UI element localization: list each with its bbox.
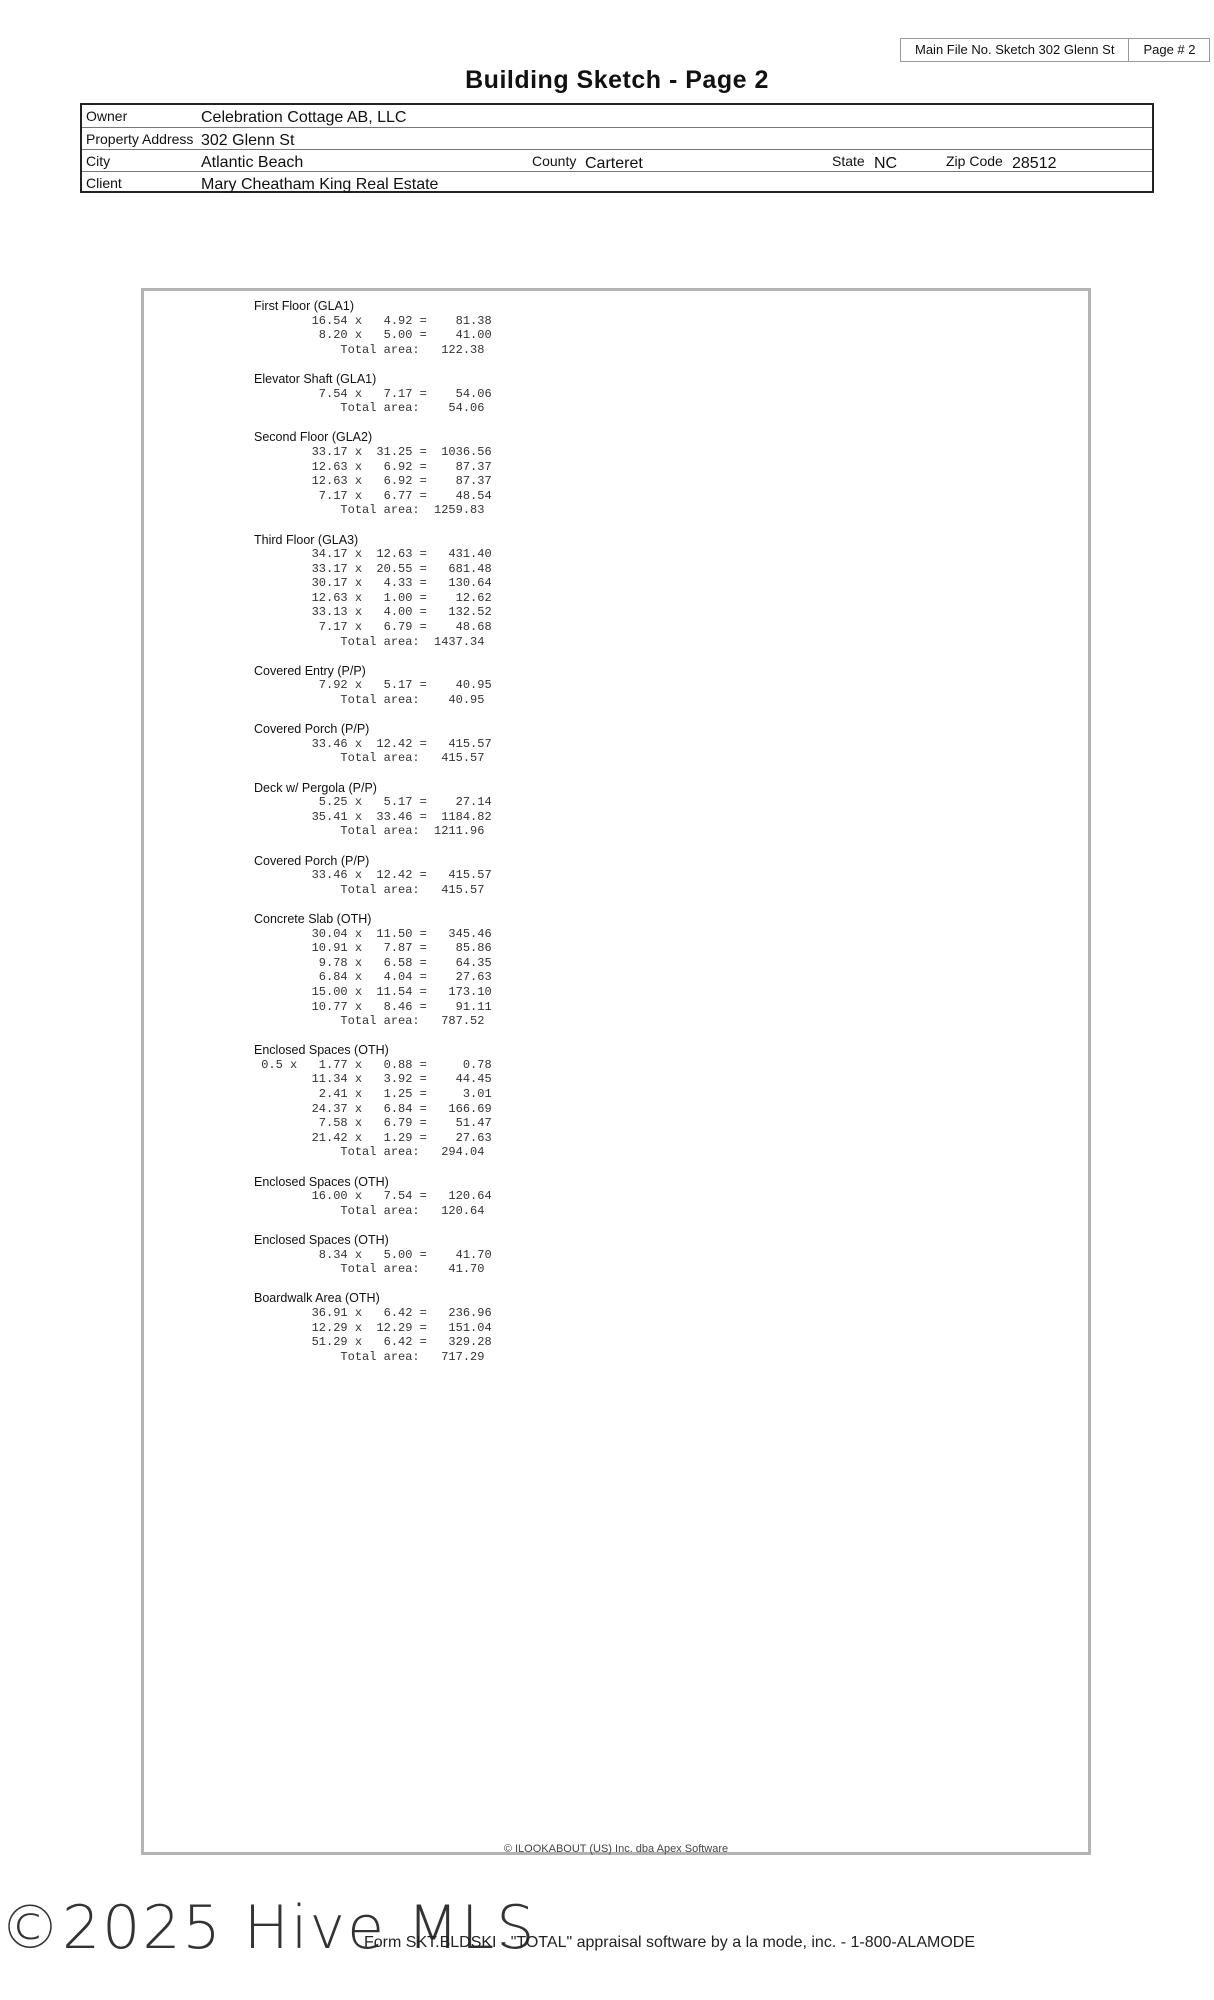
county-label: County [532, 153, 577, 169]
area-calc-line: 16.00 x 7.54 = 120.64 [254, 1189, 492, 1204]
area-section-title: Enclosed Spaces (OTH) [254, 1233, 389, 1247]
watermark: ©2025 Hive MLS [0, 1893, 537, 1963]
form-footer: Form SKT.BLDSKI - "TOTAL" appraisal software by a la mode, inc. - 1-800-ALAMODE [364, 1934, 975, 1951]
zip-value: 28512 [1012, 155, 1057, 172]
owner-row [82, 105, 1152, 127]
area-calc-line: 30.17 x 4.33 = 130.64 [254, 576, 492, 591]
area-calc-line: 33.17 x 20.55 = 681.48 [254, 561, 492, 576]
software-copyright: © ILOOKABOUT (US) Inc. dba Apex Software [503, 1843, 729, 1855]
area-calc-line: 33.46 x 12.42 = 415.57 [254, 736, 492, 751]
area-calc-line: 12.63 x 6.92 = 87.37 [254, 474, 492, 489]
area-section [254, 430, 492, 518]
sketch-frame [141, 288, 1091, 1855]
client-label: Client [86, 175, 122, 191]
area-calculations [254, 299, 492, 1379]
area-calc-line: 9.78 x 6.58 = 64.35 [254, 955, 492, 970]
area-section-title: First Floor (GLA1) [254, 299, 355, 313]
address-row [82, 127, 1152, 150]
area-section [254, 533, 492, 650]
area-calc-line: 33.46 x 12.42 = 415.57 [254, 868, 492, 883]
area-section-title: Covered Entry (P/P) [254, 663, 366, 678]
area-section [254, 1233, 492, 1277]
main-file-number: Main File No. Sketch 302 Glenn St [915, 42, 1115, 57]
city-value: Atlantic Beach [201, 154, 304, 171]
area-calc-line: 12.29 x 12.29 = 151.04 [254, 1320, 492, 1335]
owner-value: Celebration Cottage AB, LLC [201, 109, 407, 126]
page-number: Page # 2 [1128, 39, 1209, 61]
area-calc-line: 12.63 x 1.00 = 12.62 [254, 590, 492, 605]
area-total-line: Total area: 1211.96 [254, 824, 485, 839]
city-row [82, 149, 1152, 172]
area-calc-line: 5.25 x 5.17 = 27.14 [254, 795, 492, 810]
area-section-title: Boardwalk Area (OTH) [254, 1291, 380, 1306]
zip-label: Zip Code [946, 153, 1003, 169]
area-total-line: Total area: 1437.34 [254, 634, 485, 649]
area-calc-line: 2.41 x 1.25 = 3.01 [254, 1087, 492, 1102]
area-section-title: Elevator Shaft (GLA1) [254, 371, 377, 386]
client-row [82, 171, 1152, 194]
address-value: 302 Glenn St [201, 132, 295, 149]
owner-label: Owner [86, 108, 128, 124]
area-total-line: Total area: 122.38 [254, 342, 485, 357]
area-calc-line: 30.04 x 11.50 = 345.46 [254, 926, 492, 941]
area-section-title: Covered Porch (P/P) [254, 853, 370, 868]
area-calc-line: 10.91 x 7.87 = 85.86 [254, 941, 492, 956]
area-calc-line: 21.42 x 1.29 = 27.63 [254, 1130, 492, 1145]
area-total-line: Total area: 120.64 [254, 1203, 485, 1218]
area-calc-line: 6.84 x 4.04 = 27.63 [254, 970, 492, 985]
area-calc-line: 16.54 x 4.92 = 81.38 [254, 313, 492, 328]
area-total-line: Total area: 41.70 [254, 1262, 485, 1277]
area-total-line: Total area: 294.04 [254, 1145, 485, 1160]
area-section [254, 781, 492, 839]
city-label: City [86, 153, 111, 169]
area-section [254, 1175, 492, 1219]
area-calc-line: 0.5 x 1.77 x 0.88 = 0.78 [254, 1057, 492, 1072]
area-calc-line: 7.17 x 6.77 = 48.54 [254, 488, 492, 503]
area-total-line: Total area: 1259.83 [254, 503, 485, 518]
area-total-line: Total area: 40.95 [254, 693, 485, 708]
area-section-title: Deck w/ Pergola (P/P) [254, 780, 377, 795]
state-label: State [832, 153, 865, 169]
area-section [254, 1291, 492, 1364]
page-title: Building Sketch - Page 2 [465, 66, 769, 94]
area-calc-line: 7.54 x 7.17 = 54.06 [254, 386, 492, 401]
area-calc-line: 33.17 x 31.25 = 1036.56 [254, 444, 492, 459]
area-calc-line: 36.91 x 6.42 = 236.96 [254, 1305, 492, 1320]
area-calc-line: 7.92 x 5.17 = 40.95 [254, 678, 492, 693]
area-calc-line: 34.17 x 12.63 = 431.40 [254, 547, 492, 562]
area-section [254, 299, 492, 357]
area-section [254, 722, 492, 766]
area-total-line: Total area: 54.06 [254, 401, 485, 416]
area-section [254, 372, 492, 416]
area-section-title: Enclosed Spaces (OTH) [254, 1174, 389, 1189]
area-total-line: Total area: 415.57 [254, 751, 485, 766]
area-calc-line: 7.17 x 6.79 = 48.68 [254, 620, 492, 635]
area-calc-line: 15.00 x 11.54 = 173.10 [254, 984, 492, 999]
area-calc-line: 24.37 x 6.84 = 166.69 [254, 1101, 492, 1116]
area-calc-line: 12.63 x 6.92 = 87.37 [254, 459, 492, 474]
property-info-table [80, 103, 1154, 193]
county-value: Carteret [585, 155, 643, 172]
area-calc-line: 7.58 x 6.79 = 51.47 [254, 1116, 492, 1131]
area-section [254, 912, 492, 1029]
area-calc-line: 8.34 x 5.00 = 41.70 [254, 1247, 492, 1262]
area-total-line: Total area: 787.52 [254, 1014, 485, 1029]
area-calc-line: 10.77 x 8.46 = 91.11 [254, 999, 492, 1014]
area-section [254, 1043, 492, 1160]
area-calc-line: 8.20 x 5.00 = 41.00 [254, 328, 492, 343]
area-calc-line: 33.13 x 4.00 = 132.52 [254, 605, 492, 620]
area-section [254, 664, 492, 708]
area-section [254, 854, 492, 898]
area-section-title: Third Floor (GLA3) [254, 532, 359, 547]
address-label: Property Address [86, 131, 194, 147]
area-total-line: Total area: 415.57 [254, 882, 485, 897]
state-value: NC [874, 155, 898, 172]
area-calc-line: 11.34 x 3.92 = 44.45 [254, 1072, 492, 1087]
area-section-title: Concrete Slab (OTH) [254, 911, 372, 926]
file-number-box [900, 38, 1210, 62]
area-section-title: Covered Porch (P/P) [254, 722, 370, 737]
area-section-title: Second Floor (GLA2) [254, 430, 373, 445]
area-calc-line: 51.29 x 6.42 = 329.28 [254, 1335, 492, 1350]
client-value: Mary Cheatham King Real Estate [201, 176, 439, 193]
area-section-title: Enclosed Spaces (OTH) [254, 1043, 389, 1058]
area-total-line: Total area: 717.29 [254, 1349, 485, 1364]
area-calc-line: 35.41 x 33.46 = 1184.82 [254, 809, 492, 824]
